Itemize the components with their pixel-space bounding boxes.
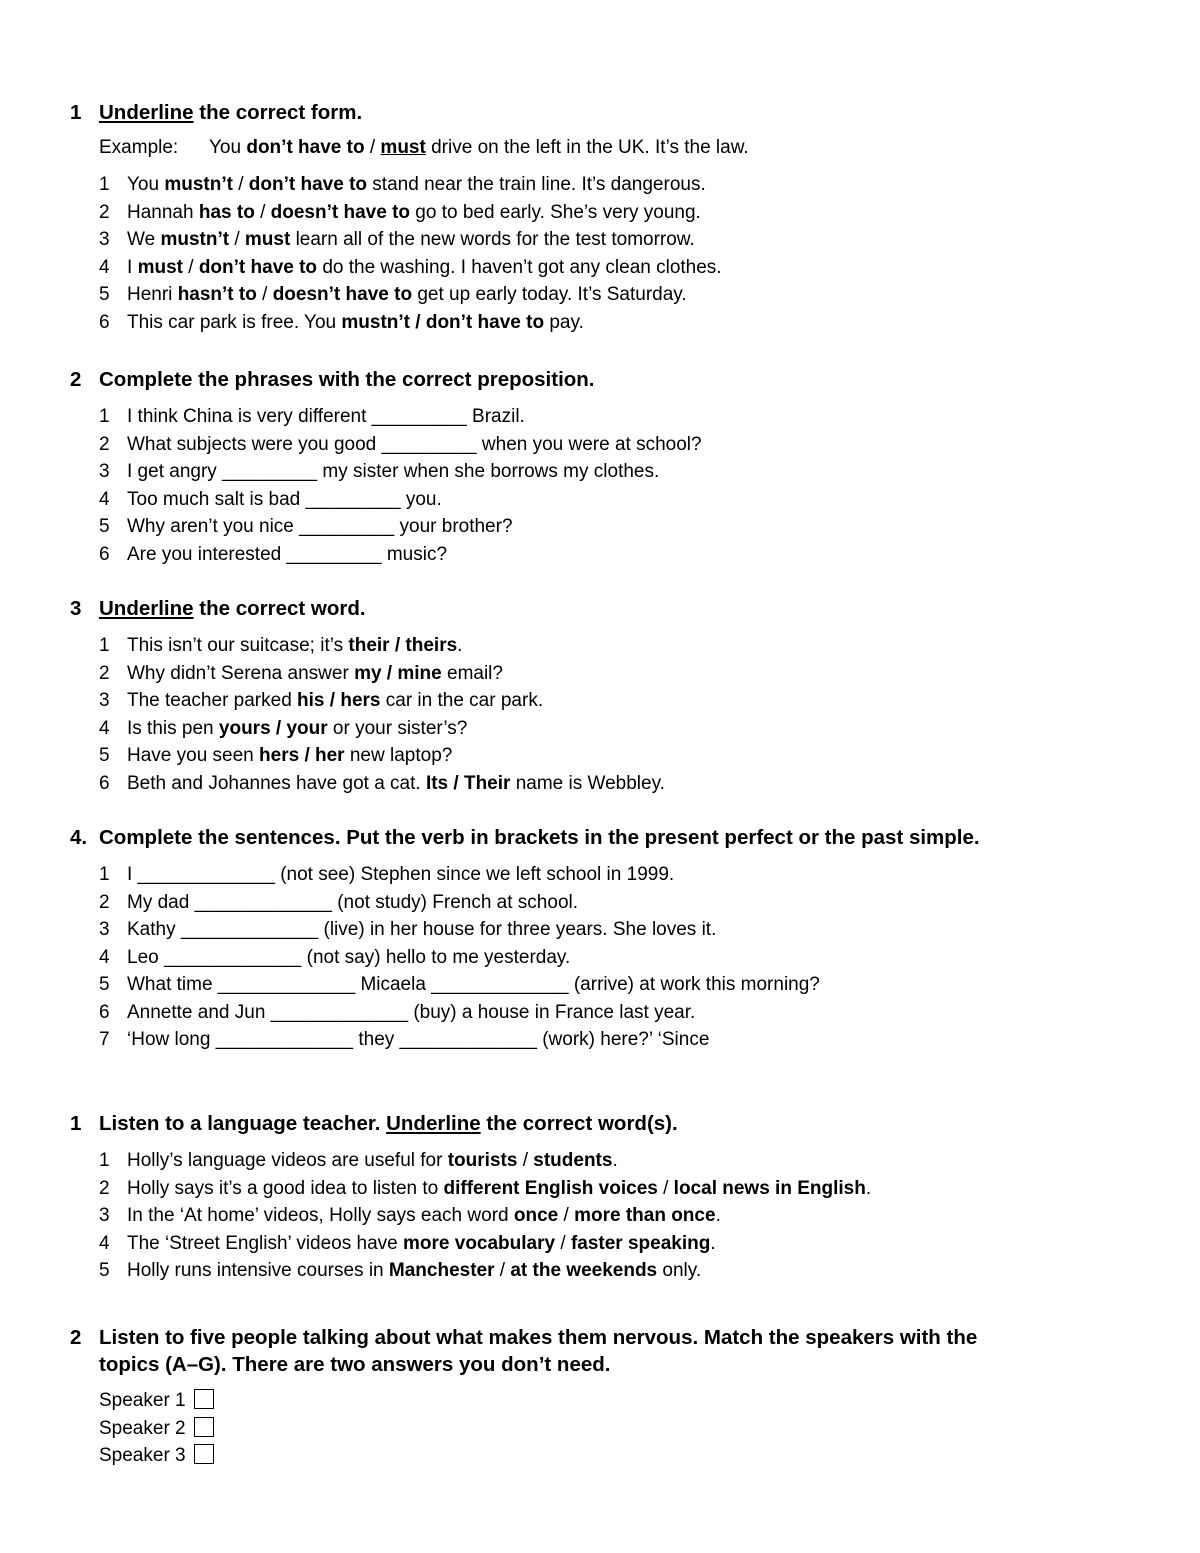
list-item — [70, 199, 1150, 227]
answer-box[interactable] — [194, 1389, 214, 1409]
speaker-label: Speaker 1 — [99, 1390, 186, 1411]
list-item — [70, 632, 1150, 660]
heading-text: the correct word. — [193, 597, 366, 620]
item-text: I _____________ (not see) Stephen since we left school in 1999. — [127, 864, 675, 885]
speaker-row — [70, 1415, 1150, 1443]
speaker-row — [70, 1442, 1150, 1470]
list-item — [70, 770, 1150, 798]
item-list — [70, 632, 1150, 797]
item-number: 5 — [99, 1260, 110, 1281]
item-number: 4 — [99, 717, 110, 739]
item-number: 2 — [99, 433, 110, 455]
list-item[interactable] — [70, 486, 1150, 514]
item-text: Are you interested _________ music? — [127, 543, 448, 565]
item-number: 4 — [99, 946, 110, 968]
choice-sep: / — [555, 1232, 571, 1254]
exercise-4-tenses — [70, 824, 1150, 1054]
item-number: 1 — [99, 174, 110, 195]
exercise-number: 3 — [70, 597, 82, 620]
item-number: 1 — [99, 1150, 110, 1171]
item-text: Kathy _____________ (live) in her house for three years. She loves it. — [127, 919, 717, 940]
item-text: Is this pen — [127, 717, 219, 739]
item-number: 3 — [99, 229, 110, 250]
choice-2[interactable]: don’t have to — [248, 174, 368, 195]
item-text: You — [127, 174, 165, 195]
list-item — [70, 660, 1150, 688]
heading-text: Listen to five people talking about what makes them nervous. Match the speakers with the — [99, 1326, 978, 1349]
item-number: 3 — [99, 1205, 110, 1226]
list-item — [70, 1175, 1150, 1203]
item-text: pay. — [544, 311, 584, 333]
example-option-2-underlined: must — [380, 137, 426, 158]
item-number: 4 — [99, 488, 110, 510]
item-text: car in the car park. — [380, 690, 544, 711]
item-number: 5 — [99, 745, 110, 766]
choice-pair[interactable]: my / mine — [354, 662, 442, 684]
item-text: What subjects were you good _________ when you were at school? — [127, 433, 702, 455]
item-number: 3 — [99, 690, 110, 711]
heading-text: Complete the sentences. Put the verb in brackets in the present perfect or the past simple. — [99, 826, 980, 849]
list-item[interactable] — [70, 403, 1150, 431]
list-item[interactable] — [70, 1026, 1150, 1054]
item-text: Henri — [127, 284, 178, 305]
item-text: Hannah — [127, 201, 199, 223]
list-item — [70, 742, 1150, 770]
answer-box[interactable] — [194, 1444, 214, 1464]
item-list — [70, 1147, 1150, 1285]
item-text: do the washing. I haven’t got any clean clothes. — [317, 256, 722, 278]
choice-1[interactable]: once — [513, 1205, 559, 1226]
item-number: 1 — [99, 864, 110, 885]
item-text: ‘How long _____________ they _____________ (work) here?’ ‘Since — [127, 1029, 710, 1050]
item-text: . — [457, 635, 463, 656]
list-item — [70, 226, 1150, 254]
item-text: Have you seen — [127, 745, 260, 766]
exercise-number: 4. — [70, 826, 88, 849]
item-text: get up early today. It’s Saturday. — [412, 284, 687, 305]
choice-sep: / — [256, 284, 273, 305]
item-text: only. — [657, 1260, 702, 1281]
exercise-heading — [70, 1110, 1150, 1137]
item-number: 4 — [99, 256, 110, 278]
speaker-list — [70, 1387, 1150, 1470]
item-text: This car park is free. You — [127, 311, 342, 333]
item-number: 5 — [99, 284, 110, 305]
listening-1 — [70, 1110, 1150, 1285]
choice-sep: / — [254, 201, 271, 223]
item-number: 5 — [99, 974, 110, 995]
item-text: This isn’t our suitcase; it’s — [127, 635, 349, 656]
item-text: new laptop? — [344, 745, 453, 766]
item-number: 3 — [99, 461, 110, 482]
item-number: 6 — [99, 311, 110, 333]
item-text: What time _____________ Micaela _____________ (arrive) at work this morning? — [127, 974, 820, 995]
list-item[interactable] — [70, 889, 1150, 917]
item-number: 2 — [99, 662, 110, 684]
item-number: 6 — [99, 543, 110, 565]
item-text: . — [865, 1177, 872, 1199]
choice-2[interactable]: faster speaking — [570, 1232, 711, 1254]
example-sep: / — [364, 137, 381, 158]
item-text: The teacher parked — [127, 690, 298, 711]
item-text: We — [127, 229, 161, 250]
choice-1[interactable]: mustn’t — [164, 174, 233, 195]
item-text: go to bed early. She’s very young. — [410, 201, 701, 223]
item-text: . — [612, 1150, 618, 1171]
item-number: 5 — [99, 516, 110, 537]
choice-pair[interactable]: yours / your — [218, 717, 328, 739]
choice-1[interactable]: different English voices — [443, 1177, 658, 1199]
exercise-number: 1 — [70, 101, 82, 124]
item-number: 6 — [99, 1001, 110, 1023]
list-item — [70, 687, 1150, 715]
item-list — [70, 403, 1150, 568]
heading-text: Listen to a language teacher. — [99, 1112, 387, 1135]
list-item[interactable] — [70, 541, 1150, 569]
list-item[interactable] — [70, 944, 1150, 972]
choice-sep: / — [232, 174, 249, 195]
item-text: or your sister’s? — [327, 717, 468, 739]
choice-2[interactable]: don’t have to — [198, 256, 318, 278]
item-number: 4 — [99, 1232, 110, 1254]
exercise-heading — [70, 595, 1150, 622]
choice-pair[interactable]: mustn’t / don’t have to — [341, 311, 545, 333]
item-number: 2 — [99, 1177, 110, 1199]
heading-text: topics (A–G). There are two answers you don’t need. — [99, 1353, 611, 1376]
exercise-number: 1 — [70, 1112, 82, 1135]
list-item — [70, 281, 1150, 309]
choice-sep: / — [494, 1260, 511, 1281]
item-text: Holly runs intensive courses in — [127, 1260, 389, 1281]
item-text: I think China is very different _________ Brazil. — [127, 406, 525, 427]
item-text: Why aren’t you nice _________ your brother? — [127, 516, 513, 537]
choice-1[interactable]: must — [137, 256, 183, 278]
item-number: 2 — [99, 891, 110, 913]
exercise-heading — [70, 99, 1150, 126]
heading-text: the correct form. — [193, 101, 363, 124]
choice-1[interactable]: more vocabulary — [403, 1232, 556, 1254]
choice-sep: / — [558, 1205, 575, 1226]
choice-2[interactable]: students — [533, 1150, 613, 1171]
list-item — [70, 171, 1150, 199]
example-pre: You — [209, 137, 247, 158]
list-item — [70, 1147, 1150, 1175]
choice-2[interactable]: doesn’t have to — [272, 284, 413, 305]
choice-pair[interactable]: Its / Their — [425, 772, 511, 794]
choice-sep: / — [517, 1150, 534, 1171]
item-text: I — [127, 256, 138, 278]
underline-word: Underline — [386, 1112, 481, 1135]
choice-1[interactable]: hasn’t to — [177, 284, 257, 305]
choice-2[interactable]: more than once — [574, 1205, 716, 1226]
list-item — [70, 1230, 1150, 1258]
listening-2 — [70, 1324, 1150, 1470]
choice-1[interactable]: Manchester — [388, 1260, 495, 1281]
heading-text: the correct word(s). — [480, 1112, 678, 1135]
choice-2[interactable]: doesn’t have to — [270, 201, 410, 223]
item-text: name is Webbley. — [510, 772, 665, 794]
exercise-number: 2 — [70, 368, 82, 391]
item-text: Leo _____________ (not say) hello to me yesterday. — [127, 946, 571, 968]
choice-1[interactable]: mustn’t — [160, 229, 230, 250]
item-text: The ‘Street English’ videos have — [127, 1232, 404, 1254]
item-text: Holly’s language videos are useful for — [127, 1150, 448, 1171]
answer-box[interactable] — [194, 1417, 214, 1437]
choice-2[interactable]: must — [244, 229, 291, 250]
list-item[interactable] — [70, 971, 1150, 999]
exercise-heading — [70, 824, 1150, 851]
exercise-heading — [70, 1324, 1150, 1378]
list-item — [70, 309, 1150, 337]
item-number: 3 — [99, 919, 110, 940]
item-text: Too much salt is bad _________ you. — [127, 488, 442, 510]
heading-text: Complete the phrases with the correct preposition. — [99, 368, 595, 391]
list-item[interactable] — [70, 861, 1150, 889]
item-text: Annette and Jun _____________ (buy) a house in France last year. — [127, 1001, 696, 1023]
list-item — [70, 1257, 1150, 1285]
choice-1[interactable]: tourists — [447, 1150, 518, 1171]
exercise-1-modals — [70, 99, 1150, 336]
choice-pair[interactable]: their / theirs — [348, 635, 458, 656]
exercise-3-possessives — [70, 595, 1150, 797]
item-number: 1 — [99, 406, 110, 427]
list-item — [70, 715, 1150, 743]
item-text: . — [715, 1205, 721, 1226]
list-item — [70, 254, 1150, 282]
example-line — [70, 134, 1150, 162]
choice-sep: / — [657, 1177, 674, 1199]
item-text: Holly says it’s a good idea to listen to — [127, 1177, 444, 1199]
item-number: 1 — [99, 635, 110, 656]
item-text: In the ‘At home’ videos, Holly says each word — [127, 1205, 514, 1226]
item-text: email? — [441, 662, 503, 684]
item-number: 7 — [99, 1029, 110, 1050]
choice-1[interactable]: has to — [198, 201, 255, 223]
list-item[interactable] — [70, 513, 1150, 541]
example-option-1: don’t have to — [246, 137, 365, 158]
list-item[interactable] — [70, 916, 1150, 944]
item-text: Why didn’t Serena answer — [127, 662, 355, 684]
item-text: . — [710, 1232, 716, 1254]
item-list — [70, 861, 1150, 1054]
list-item[interactable] — [70, 458, 1150, 486]
item-text: learn all of the new words for the test tomorrow. — [290, 229, 695, 250]
exercise-heading — [70, 366, 1150, 393]
item-text: Beth and Johannes have got a cat. — [127, 772, 426, 794]
item-number: 6 — [99, 772, 110, 794]
choice-pair[interactable]: his / hers — [297, 690, 381, 711]
exercise-number: 2 — [70, 1326, 82, 1349]
choice-pair[interactable]: hers / her — [259, 745, 345, 766]
exercise-2-prepositions — [70, 366, 1150, 568]
list-item[interactable] — [70, 431, 1150, 459]
item-text: stand near the train line. It’s dangerous. — [367, 174, 706, 195]
choice-2[interactable]: local news in English — [673, 1177, 866, 1199]
choice-2[interactable]: at the weekends — [510, 1260, 658, 1281]
item-list — [70, 171, 1150, 336]
item-text: My dad _____________ (not study) French at school. — [127, 891, 579, 913]
example-post: drive on the left in the UK. It’s the law. — [425, 137, 749, 158]
item-text: I get angry _________ my sister when she borrows my clothes. — [127, 461, 660, 482]
choice-sep: / — [182, 256, 199, 278]
example-label: Example: — [99, 137, 179, 158]
list-item — [70, 1202, 1150, 1230]
speaker-label: Speaker 3 — [99, 1445, 186, 1466]
underline-word: Underline — [99, 101, 194, 124]
list-item[interactable] — [70, 999, 1150, 1027]
item-number: 2 — [99, 201, 110, 223]
speaker-label: Speaker 2 — [99, 1417, 186, 1439]
speaker-row — [70, 1387, 1150, 1415]
choice-sep: / — [229, 229, 245, 250]
underline-word: Underline — [99, 597, 194, 620]
